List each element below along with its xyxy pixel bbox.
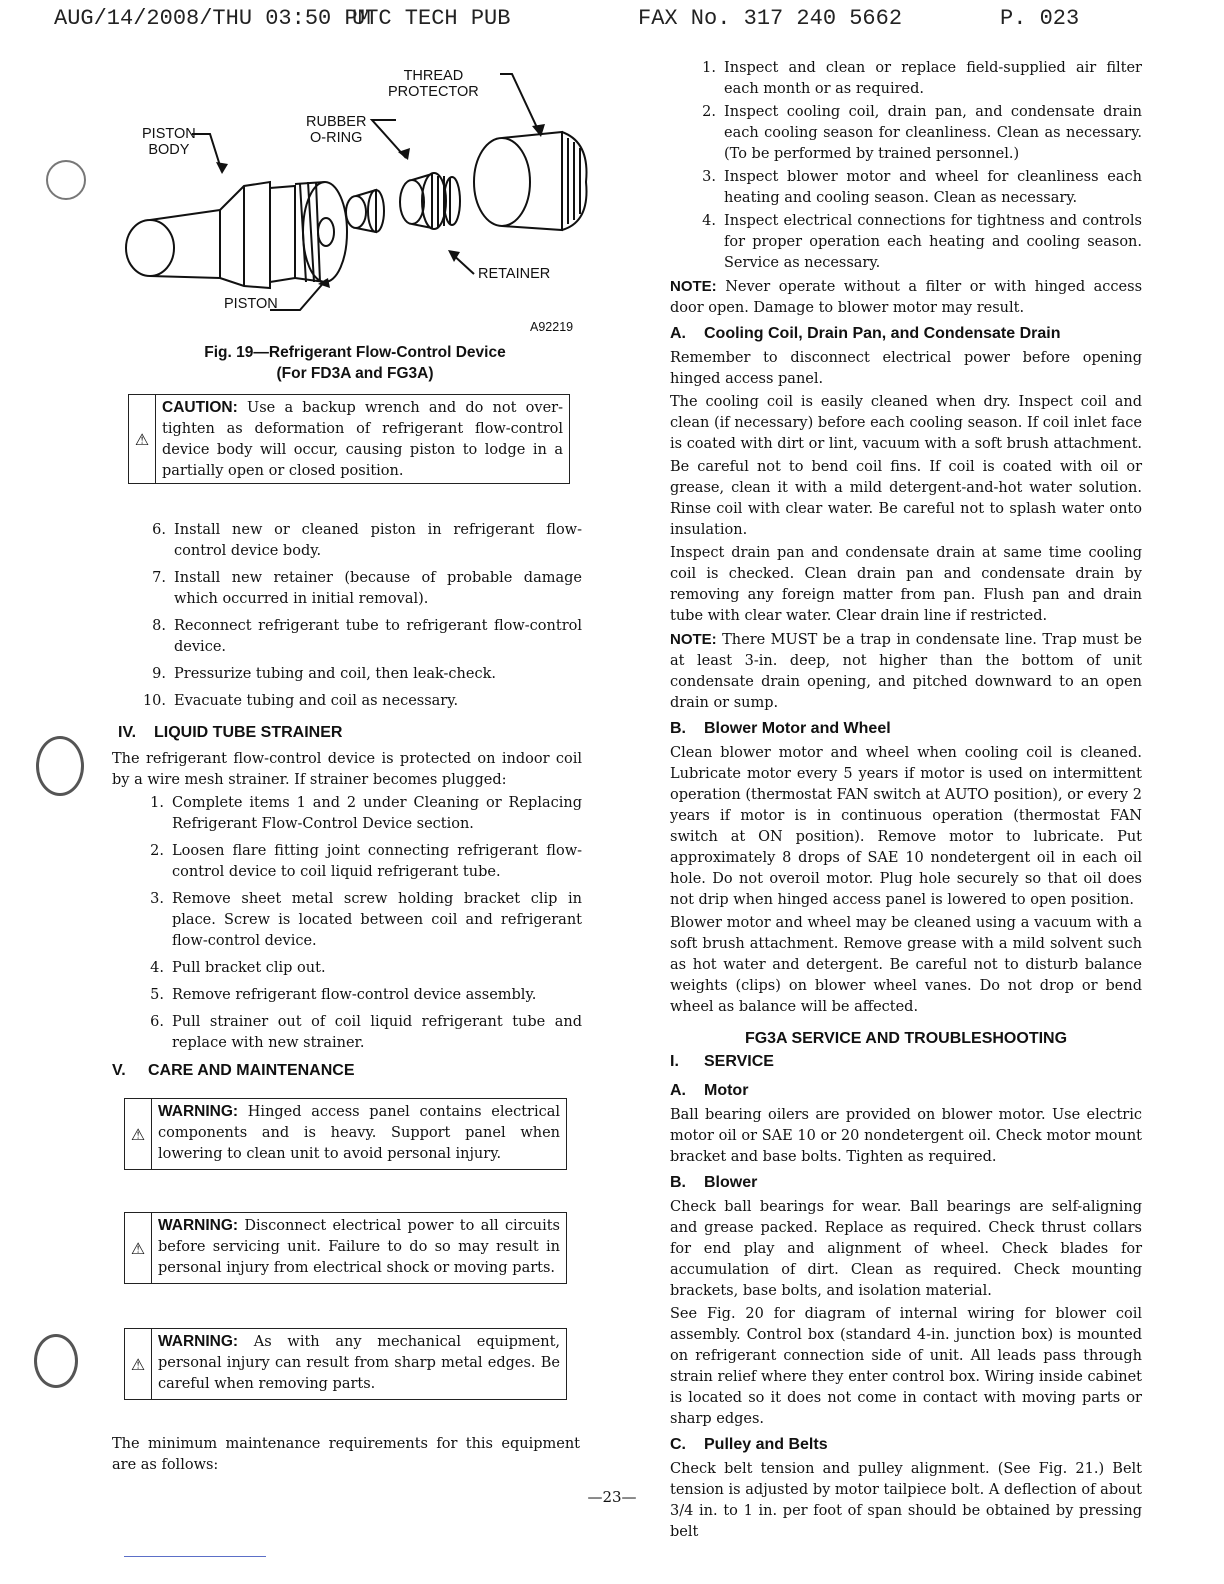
step-number: 7. [152, 570, 166, 586]
subsection-title: Motor [704, 1082, 749, 1099]
label-piston-body-text: PISTON BODY [142, 126, 196, 158]
punch-hole-top [46, 160, 86, 200]
warning-box-power [124, 1212, 567, 1284]
step-number: 6. [150, 1014, 164, 1030]
step-text: Pressurize tubing and coil, then leak-check. [174, 666, 496, 682]
warning-triangle-icon: ⚠ [125, 1329, 152, 1399]
warning-box-panel [124, 1098, 567, 1170]
step-text: Complete items 1 and 2 under Cleaning or Replacing Refrigerant Flow-Control Device section. [172, 795, 582, 832]
warning-text-block [152, 1213, 566, 1283]
fax-date: AUG/14/2008/THU 03:50 PM [54, 6, 371, 31]
punch-hole-bottom [34, 1334, 78, 1388]
section-numeral: I. [670, 1053, 679, 1070]
list-item [120, 1012, 582, 1054]
list-item [122, 568, 582, 610]
warning-label: WARNING: [158, 1103, 239, 1120]
motor-heading [670, 1080, 1142, 1101]
subsection-title: Blower [704, 1174, 758, 1191]
warning-triangle-icon: ⚠ [129, 395, 156, 483]
section-v-heading [112, 1060, 582, 1081]
label-thread-protector [388, 68, 479, 100]
step-number: 10. [142, 693, 166, 709]
note-text: There MUST be a trap in condensate line. Trap must be at least 3-in. deep, not higher than the bottom of unit condensate drain opening, and pitched downward to an open drain or sump. [670, 632, 1142, 711]
pulley-heading [670, 1434, 1142, 1455]
paragraph: See Fig. 20 for diagram of internal wiring for blower coil assembly. Control box (standard 4-in. junction box) is mounted on refrigerant connection side of unit. All leads pass through strain relief where they enter control box. Wiring inside cabinet is located so it does not come in contact with moving parts or sharp edges. [670, 1306, 1142, 1427]
step-number: 6. [152, 522, 166, 538]
list-item [120, 793, 582, 835]
paragraph: Blower motor and wheel may be cleaned using a vacuum with a soft brush attachment. Remove grease with a mild solvent such as hot water and detergent. Be careful not to disturb balance weights (clips) on blower wheel vanes. Do not drop or bend wheel as balance will be affected. [670, 915, 1142, 1015]
subsection-letter: A. [670, 325, 686, 342]
list-item [670, 102, 1142, 165]
item-text: Inspect cooling coil, drain pan, and condensate drain each cooling season for cleanliness. Clean as necessary. (To be performed by trained personnel.) [724, 104, 1142, 162]
note-text: Never operate without a filter or with hinged access door open. Damage to blower motor may result. [670, 279, 1143, 316]
caution-text: Use a backup wrench and do not over-tighten as deformation of refrigerant flow-control device body will occur, causing piston to lodge in a partially open or closed position. [162, 400, 564, 479]
label-piston: PISTON [224, 296, 278, 312]
label-retainer: RETAINER [478, 266, 551, 282]
footer-line [124, 1556, 266, 1557]
figure-id: A92219 [530, 320, 574, 334]
maintenance-intro: The minimum maintenance requirements for this equipment are as follows: [112, 1436, 580, 1473]
strainer-steps [112, 793, 582, 1054]
right-column [670, 58, 1142, 1545]
list-item [120, 889, 582, 952]
section-iv-intro: The refrigerant flow-control device is protected on indoor coil by a wire mesh strainer. If strainer becomes plugged: [112, 751, 582, 788]
paragraph: Inspect drain pan and condensate drain at same time cooling coil is checked. Clean drain pan and condensate drain by removing any foreign matter from pan. Flush pan and drain tube with clear water. Clear drain line if restricted. [670, 545, 1142, 624]
step-text: Remove refrigerant flow-control device assembly. [172, 987, 537, 1003]
list-item [122, 616, 582, 658]
paragraph: Remember to disconnect electrical power before opening hinged access panel. [670, 350, 1142, 387]
label-rubber-oring [306, 114, 366, 146]
warning-text-block [152, 1329, 566, 1399]
item-number: 1. [702, 60, 716, 76]
step-number: 3. [150, 891, 164, 907]
step-number: 5. [150, 987, 164, 1003]
warning-text: Disconnect electrical power to all circuits before servicing unit. Failure to do so may result in personal injury from electrical shock or moving parts. [158, 1218, 560, 1276]
blower-heading [670, 1172, 1142, 1193]
label-thread-protector-text: THREAD PROTECTOR [388, 68, 479, 100]
item-number: 4. [702, 213, 716, 229]
note-filter [670, 276, 1142, 319]
fax-header [0, 6, 1224, 32]
paragraph: Be careful not to bend coil fins. If coil is coated with oil or grease, clean it with a mild detergent-and-hot water solution. Rinse coil with clear water. Be careful not to splash water onto insulation. [670, 459, 1142, 538]
step-text: Loosen flare fitting joint connecting refrigerant flow-control device to coil liquid refrigerant tube. [172, 843, 582, 880]
paragraph: The cooling coil is easily cleaned when dry. Inspect coil and clean (if necessary) before each cooling season. If coil inlet face is coated with dirt or lint, vacuum with a soft brush attachment. [670, 394, 1143, 452]
list-item [670, 211, 1142, 274]
subsection-title: Cooling Coil, Drain Pan, and Condensate Drain [704, 325, 1061, 342]
item-text: Inspect blower motor and wheel for cleanliness each heating and cooling season. Clean as necessary. [724, 169, 1142, 206]
item-number: 2. [702, 104, 716, 120]
warning-label: WARNING: [158, 1333, 239, 1350]
warning-text-block [152, 1099, 566, 1169]
paragraph: Check belt tension and pulley alignment. (See Fig. 21.) Belt tension is adjusted by motor tailpiece bolt. A deflection of about 3/4 in. to 1 in. per foot of span should be obtained by pressing belt [670, 1461, 1142, 1540]
flow-control-device-drawing [120, 62, 590, 322]
note-trap [670, 629, 1142, 714]
warning-triangle-icon: ⚠ [125, 1213, 152, 1283]
section-v-title: CARE AND MAINTENANCE [148, 1062, 355, 1079]
punch-hole-middle [36, 736, 84, 796]
reinstall-steps [112, 520, 582, 712]
step-text: Evacuate tubing and coil as necessary. [174, 693, 459, 709]
warning-triangle-icon: ⚠ [125, 1099, 152, 1169]
figure-caption-line2: (For FD3A and FG3A) [276, 365, 434, 382]
left-column [112, 520, 582, 1087]
service-heading [670, 1051, 1142, 1072]
item-number: 3. [702, 169, 716, 185]
subsection-title: Pulley and Belts [704, 1436, 828, 1453]
step-number: 9. [152, 666, 166, 682]
section-iv-numeral: IV. [118, 724, 137, 741]
step-text: Install new or cleaned piston in refrigerant flow-control device body. [174, 522, 582, 559]
item-text: Inspect and clean or replace field-supplied air filter each month or as required. [724, 60, 1142, 97]
fax-number: FAX No. 317 240 5662 [638, 6, 903, 31]
step-text: Install new retainer (because of probable damage which occurred in initial removal). [174, 570, 582, 607]
subsection-letter: B. [670, 720, 686, 737]
step-number: 8. [152, 618, 166, 634]
step-text: Reconnect refrigerant tube to refrigerant flow-control device. [174, 618, 582, 655]
list-item [120, 985, 582, 1006]
figure-caption-line1: Fig. 19—Refrigerant Flow-Control Device [204, 344, 506, 361]
subsection-b-heading [670, 718, 1142, 739]
subsection-letter: A. [670, 1082, 686, 1099]
figure-flow-control-device [120, 62, 590, 352]
section-title: SERVICE [704, 1053, 774, 1070]
step-number: 1. [150, 795, 164, 811]
fax-sender: UTC TECH PUB [352, 6, 511, 31]
note-label: NOTE: [670, 278, 717, 295]
paragraph: Check ball bearings for wear. Ball bearings are self-aligning and grease packed. Replace as required. Check thrust collars for end play and alignment of wheel. Check blades for accumulation of dirt. Clean as required. Check mounting brackets, base bolts, and isolation material. [670, 1199, 1142, 1299]
list-item [122, 520, 582, 562]
note-label: NOTE: [670, 631, 717, 648]
step-number: 4. [150, 960, 164, 976]
list-item [122, 691, 582, 712]
label-rubber-oring-text: RUBBER O-RING [306, 114, 367, 146]
list-item [122, 664, 582, 685]
step-text: Pull strainer out of coil liquid refrigerant tube and replace with new strainer. [172, 1014, 582, 1051]
warning-box-edges [124, 1328, 567, 1400]
paragraph: Ball bearing oilers are provided on blower motor. Use electric motor oil or SAE 10 or 20 nondetergent oil. Check motor mount bracket and base bolts. Tighten as required. [670, 1107, 1142, 1165]
item-text: Inspect electrical connections for tightness and controls for proper operation each heating and cooling season. Service as necessary. [724, 213, 1142, 271]
warning-text: As with any mechanical equipment, personal injury can result from sharp metal edges. Be careful when removing parts. [158, 1334, 561, 1392]
section-iv-title: LIQUID TUBE STRAINER [154, 724, 343, 741]
step-text: Pull bracket clip out. [172, 960, 326, 976]
subsection-letter: C. [670, 1436, 686, 1453]
label-piston-body [142, 126, 196, 158]
section-v-numeral: V. [112, 1062, 126, 1079]
subsection-letter: B. [670, 1174, 686, 1191]
list-item [120, 841, 582, 883]
caution-text-block [156, 395, 569, 483]
subsection-a-heading [670, 323, 1142, 344]
warning-text: Hinged access panel contains electrical components and is heavy. Support panel when lowering to clean unit to avoid personal injury. [158, 1104, 560, 1162]
caution-label: CAUTION: [162, 399, 238, 416]
subsection-title: Blower Motor and Wheel [704, 720, 891, 737]
paragraph: Clean blower motor and wheel when cooling coil is cleaned. Lubricate motor every 5 years if motor is used on intermittent operation (thermostat FAN switch at AUTO position), or every 2 years if motor is in continuous operation (thermostat FAN switch at ON position). Remove motor to lubricate. Put approximately 8 drops of SAE 10 nondetergent oil in each oil hole. Do not overoil motor. Plug hole securely so that oil does not drip when hinged access panel is lowered to open position. [670, 745, 1142, 908]
fax-page: P. 023 [1000, 6, 1080, 31]
list-item [120, 958, 582, 979]
maintenance-list [670, 58, 1142, 274]
figure-caption [120, 342, 590, 384]
step-number: 2. [150, 843, 164, 859]
page-number: —23— [587, 1488, 637, 1506]
list-item [670, 58, 1142, 100]
list-item [670, 167, 1142, 209]
warning-label: WARNING: [158, 1217, 239, 1234]
section-iv-heading [112, 722, 582, 743]
step-text: Remove sheet metal screw holding bracket clip in place. Screw is located between coil and refrigerant flow-control device. [172, 891, 582, 949]
fg3a-heading: FG3A SERVICE AND TROUBLESHOOTING [744, 1030, 1068, 1047]
caution-box [128, 394, 570, 484]
